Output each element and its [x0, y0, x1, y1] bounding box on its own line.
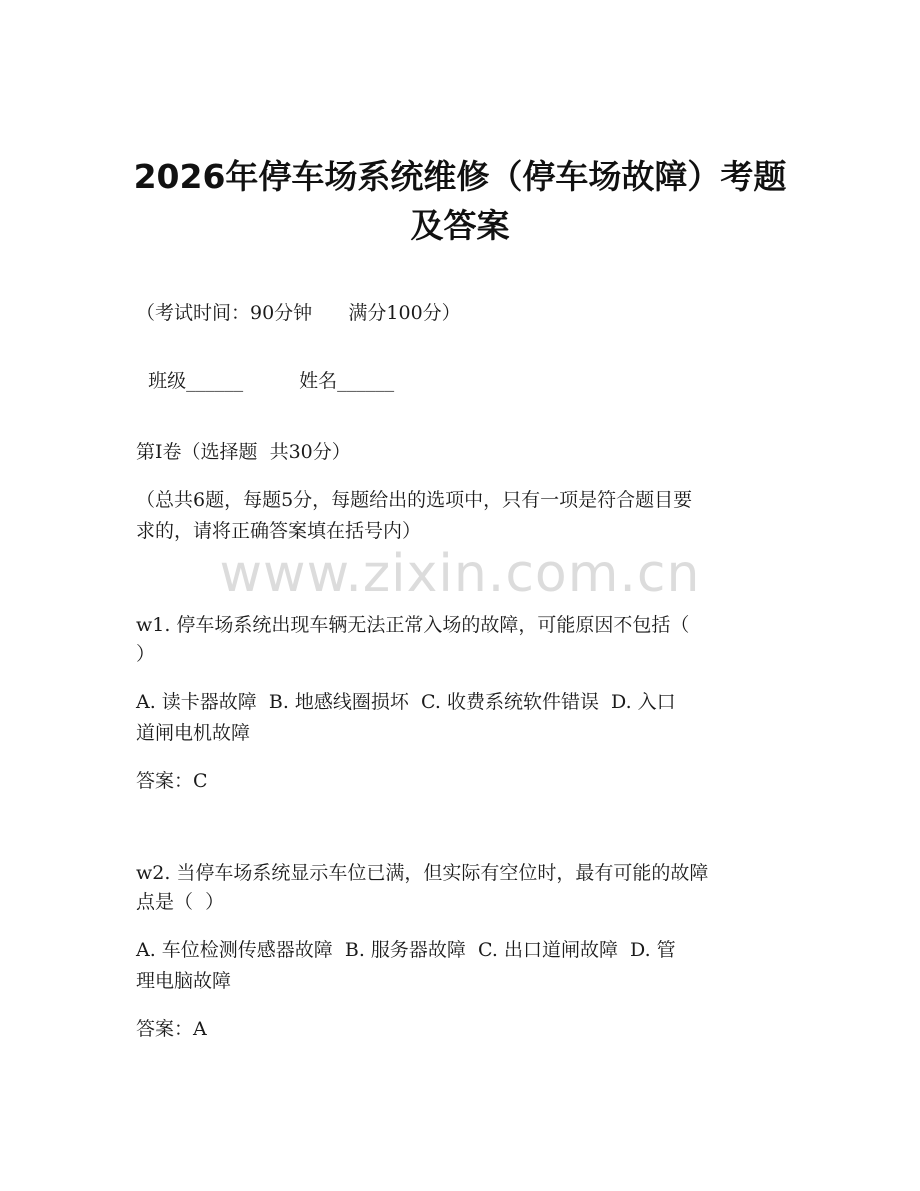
question-2-options-line-1: A. 车位检测传感器故障 B. 服务器故障 C. 出口道闸故障 D. 管: [136, 939, 676, 961]
section-instruction-line-2: 求的，请将正确答案填在括号内）: [136, 520, 422, 542]
question-1-answer: 答案：C: [136, 770, 208, 792]
question-2-stem-line-2: 点是（ ）: [136, 891, 225, 913]
question-1-stem-line-1: w1. 停车场系统出现车辆无法正常入场的故障，可能原因不包括（: [136, 614, 690, 636]
section-heading: 第Ⅰ卷（选择题 共30分）: [136, 441, 351, 463]
watermark: www.zixin.com.cn: [219, 544, 701, 604]
question-2-stem-line-1: w2. 当停车场系统显示车位已满，但实际有空位时，最有可能的故障: [136, 862, 709, 884]
class-field: 班级______: [148, 370, 244, 392]
section-instruction-line-1: （总共6题，每题5分，每题给出的选项中，只有一项是符合题目要: [136, 489, 693, 511]
question-1-options-line-2: 道闸电机故障: [136, 722, 251, 744]
exam-info: （考试时间：90分钟 满分100分）: [136, 302, 461, 324]
question-2-options-line-2: 理电脑故障: [136, 970, 232, 992]
question-1-options-line-1: A. 读卡器故障 B. 地感线圈损坏 C. 收费系统软件错误 D. 入口: [136, 691, 676, 713]
page-title-line-2: 及答案: [410, 206, 510, 245]
question-2-answer: 答案：A: [136, 1018, 207, 1040]
question-1-stem-line-2: ）: [136, 643, 156, 665]
page-title-line-1: 2026年停车场系统维修（停车场故障）考题: [133, 157, 787, 196]
student-info: [136, 353, 394, 391]
name-field: 姓名______: [299, 370, 395, 392]
